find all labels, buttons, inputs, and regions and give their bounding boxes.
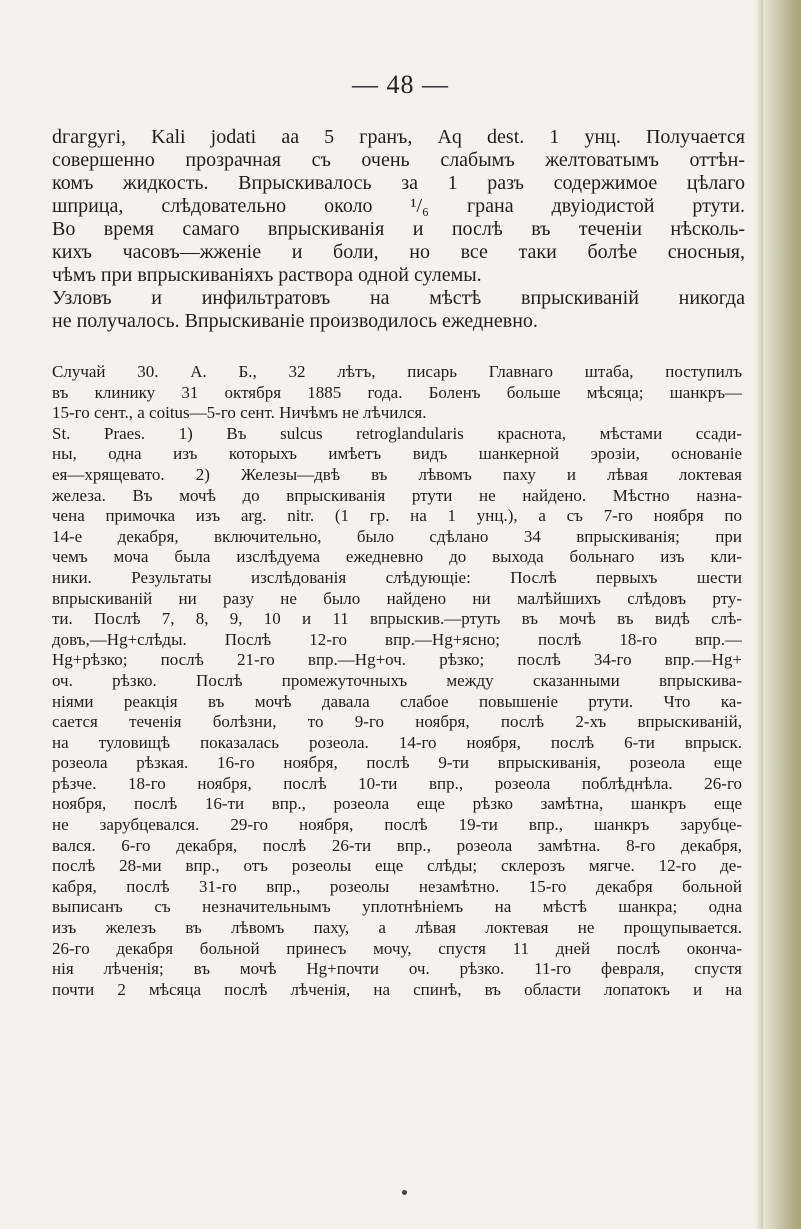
text-line: на туловищѣ показалась розеола. 14-го ноября, послѣ 6-ти впрыск. <box>52 732 742 752</box>
text-line: не получалось. Впрыскиваніе производилось ежедневно. <box>52 310 538 332</box>
text-line: кабря, послѣ 31-го впр., розеолы незамѣтно. 15-го декабря больной <box>52 876 742 896</box>
text-line: послѣ 28-ми впр., отъ розеолы еще слѣды; склерозъ мягче. 12-го де- <box>52 856 742 876</box>
text-line: 26-го декабря больной принесъ мочу, спустя 11 дней послѣ оконча- <box>52 938 742 958</box>
page-gutter-shadow <box>757 0 763 1229</box>
paragraph-main <box>52 126 745 333</box>
text-line: Hg+рѣзко; послѣ 21-го впр.—Hg+оч. рѣзко; послѣ 34-го впр.—Hg+ <box>52 650 742 670</box>
text-line: чѣмъ при впрыскиваніяхъ раствора одной сулемы. <box>52 264 482 286</box>
text-line: рѣзче. 18-го ноября, послѣ 10-ти впр., розеола поблѣднѣла. 26-го <box>52 773 742 793</box>
text-line: 15-го сент., а coitus—5-го сент. Ничѣмъ не лѣчился. <box>52 403 427 423</box>
text-line: St. Praes. 1) Въ sulcus retroglandularis краснота, мѣстами ссади- <box>52 423 742 443</box>
paragraph-case <box>52 362 742 1000</box>
text-line: почти 2 мѣсяца послѣ лѣченія, на спинѣ, въ области лопатокъ и на <box>52 979 742 999</box>
text-line: совершенно прозрачная съ очень слабымъ желтоватымъ оттѣн- <box>52 149 745 171</box>
page-number: — 48 — <box>352 70 449 99</box>
text-line: чемъ моча была изслѣдуема ежедневно до выхода больнаго изъ кли- <box>52 547 742 567</box>
text-line: ноября, послѣ 16-ти впр., розеола еще рѣзко замѣтна, шанкръ еще <box>52 794 742 814</box>
text-line: ея—хрящевато. 2) Железы—двѣ въ лѣвомъ паху и лѣвая локтевая <box>52 464 742 484</box>
text-line: кихъ часовъ—жженіе и боли, но все таки болѣе сносныя, <box>52 241 745 263</box>
text-line: ти. Послѣ 7, 8, 9, 10 и 11 впрыскив.—ртуть въ мочѣ въ видѣ слѣ- <box>52 609 742 629</box>
text-line: изъ железъ въ лѣвомъ паху, а лѣвая локтевая не прощупывается. <box>52 918 742 938</box>
text-line: dгагgугі, Kali јоdаtі аа 5 гранъ, Aq dest. 1 унц. Получается <box>52 126 745 148</box>
text-line: комъ жидкость. Впрыскивалось за 1 разъ содержимое цѣлаго <box>52 172 745 194</box>
text-line: ники. Результаты изслѣдованія слѣдующіе: Послѣ первыхъ шести <box>52 567 742 587</box>
text-line: Узловъ и инфильтратовъ на мѣстѣ впрыскиваній никогда <box>52 287 745 309</box>
text-line: сается теченія болѣзни, то 9-го ноября, послѣ 2-хъ впрыскиваній, <box>52 712 742 732</box>
text-line: оч. рѣзко. Послѣ промежуточныхъ между сказанными впрыскива- <box>52 670 742 690</box>
text-line: ны, одна изъ которыхъ имѣетъ видъ шанкерной эрозіи, основаніе <box>52 444 742 464</box>
text-line: железа. Въ мочѣ до впрыскиванія ртути не найдено. Мѣстно назна- <box>52 485 742 505</box>
text-line: вался. 6-го декабря, послѣ 26-ти впр., розеола замѣтна. 8-го декабря, <box>52 835 742 855</box>
text-line: нія лѣченія; въ мочѣ Hg+почти оч. рѣзко. 11-го февраля, спустя <box>52 959 742 979</box>
text-line: въ клинику 31 октября 1885 года. Боленъ больше мѣсяца; шанкръ— <box>52 382 742 402</box>
text-line: довъ,—Hg+слѣды. Послѣ 12-го впр.—Hg+ясно; послѣ 18-го впр.— <box>52 629 742 649</box>
ink-speck <box>402 1190 407 1195</box>
text-line: впрыскиваній ни разу не было найдено ни малѣйшихъ слѣдовъ рту- <box>52 588 742 608</box>
text-line: чена примочка изъ arg. nitr. (1 гр. на 1 унц.), а съ 7-го ноября по <box>52 506 742 526</box>
text-line: ніями реакція въ мочѣ давала слабое повышеніе ртути. Что ка- <box>52 691 742 711</box>
text-line: Во время самаго впрыскиванія и послѣ въ теченіи нѣсколь- <box>52 218 745 240</box>
text-line: 14-е декабря, включительно, было сдѣлано 34 впрыскиванія; при <box>52 526 742 546</box>
text-line: не зарубцевался. 29-го ноября, послѣ 19-ти впр., шанкръ зарубце- <box>52 815 742 835</box>
text-line: выписанъ съ незначительнымъ уплотнѣніемъ на мѣстѣ шанкра; одна <box>52 897 742 917</box>
text-line: шприца, слѣдовательно около ¹/₆ грана двуіодистой ртути. <box>52 195 745 217</box>
text-line: Случай 30. А. Б., 32 лѣтъ, писарь Главнаго штаба, поступилъ <box>52 362 742 381</box>
text-line: розеола рѣзкая. 16-го ноября, послѣ 9-ти впрыскиванія, розеола еще <box>52 753 742 773</box>
